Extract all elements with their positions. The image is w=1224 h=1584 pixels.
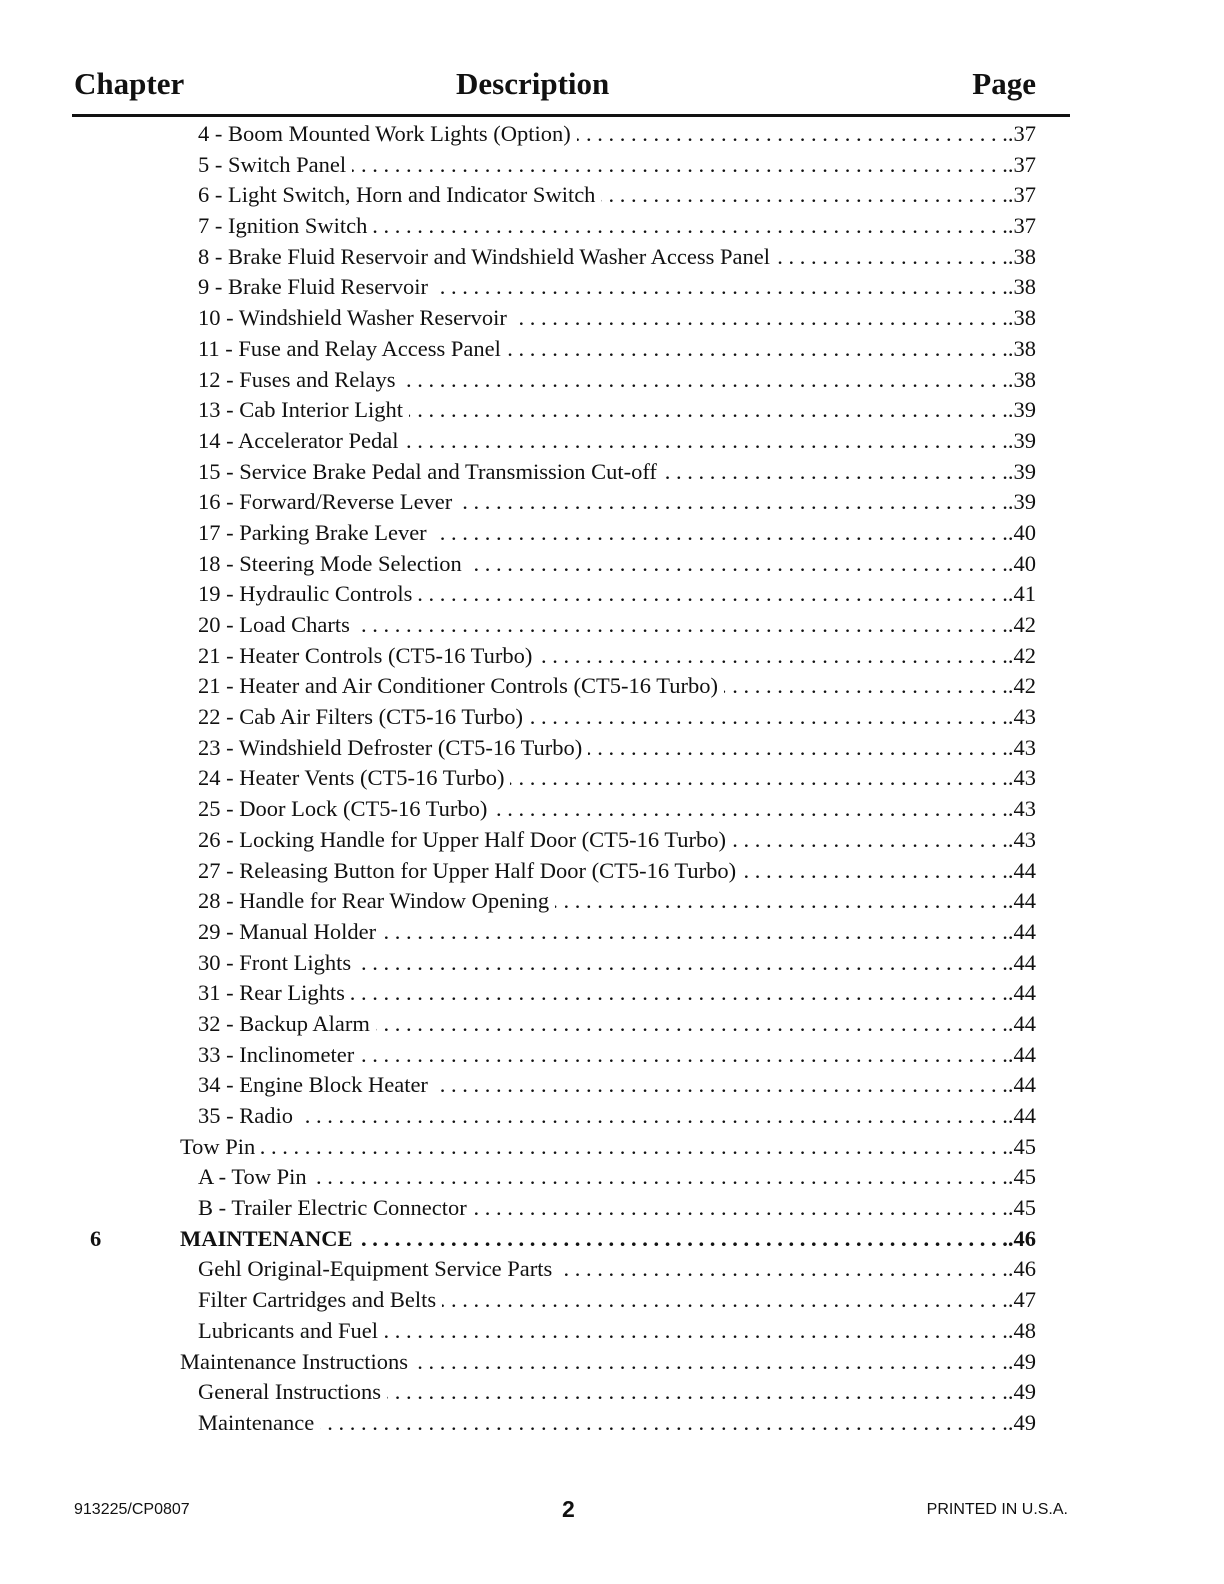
dot-leader [418, 579, 1008, 610]
toc-entry-page: .44 [1007, 1041, 1036, 1067]
toc-entry-title: 24 - Heater Vents (CT5-16 Turbo) [198, 765, 505, 791]
toc-entry [72, 1162, 1036, 1193]
toc-entry-page: .39 [1007, 397, 1036, 423]
toc-entry-title: 14 - Accelerator Pedal [198, 427, 399, 453]
toc-entry [72, 978, 1036, 1009]
toc-entry-title: 25 - Door Lock (CT5-16 Turbo) [198, 796, 488, 822]
toc-entry-title: 10 - Windshield Washer Reservoir [198, 305, 507, 331]
toc-entry-page: .49 [1007, 1379, 1036, 1405]
toc-entry [72, 1101, 1036, 1132]
toc-entry-line [198, 518, 1036, 549]
dot-leader [299, 1101, 1008, 1132]
toc-entry-page: .46 [1007, 1225, 1036, 1251]
toc-entry-title: Gehl Original-Equipment Service Parts [198, 1256, 553, 1282]
toc-entry-page: .43 [1007, 704, 1036, 730]
toc-entry [72, 1316, 1036, 1347]
toc-entry [72, 518, 1036, 549]
dot-leader [357, 948, 1008, 979]
toc-entry [72, 733, 1036, 764]
toc-entry-line [198, 1316, 1036, 1347]
toc-entry-page: .38 [1007, 366, 1036, 392]
toc-entry-line [198, 1193, 1036, 1224]
toc-entry-line [198, 1040, 1036, 1071]
toc-entry-title: 5 - Switch Panel [198, 151, 347, 177]
toc-entry-title: 33 - Inclinometer [198, 1041, 355, 1067]
dot-leader [384, 1316, 1008, 1347]
toc-entry-title: 8 - Brake Fluid Reservoir and Windshield Washer Access Panel [198, 243, 770, 269]
toc-entry-title: 6 - Light Switch, Horn and Indicator Switch [198, 182, 596, 208]
dot-leader [313, 1162, 1008, 1193]
toc-entry [72, 334, 1036, 365]
toc-entry-title: Lubricants and Fuel [198, 1317, 378, 1343]
toc-entry-line [198, 303, 1036, 334]
toc-entry-page: .44 [1007, 1103, 1036, 1128]
dot-leader [360, 1040, 1008, 1071]
toc-entry [72, 1285, 1036, 1316]
toc-entry-page: .37 [1007, 121, 1036, 146]
dot-leader [601, 180, 1007, 211]
toc-entry-line [198, 763, 1036, 794]
toc-entry-title: 4 - Boom Mounted Work Lights (Option) [198, 121, 571, 146]
toc-entry-page: .42 [1007, 673, 1036, 699]
toc-entry-page: .48 [1007, 1317, 1036, 1343]
toc-entry-title: 17 - Parking Brake Lever [198, 519, 427, 545]
printed-notice: PRINTED IN U.S.A. [926, 1501, 1068, 1518]
dot-leader [529, 702, 1008, 733]
toc-entry-title: General Instructions [198, 1379, 382, 1405]
page-number: 2 [562, 1496, 575, 1522]
toc-entry [72, 825, 1036, 856]
dot-leader [588, 733, 1008, 764]
toc-entry [72, 150, 1036, 181]
toc-entry-title: 27 - Releasing Button for Upper Half Door (CT5-16 Turbo) [198, 857, 737, 883]
toc-entry [72, 886, 1036, 917]
toc-entry [72, 1132, 1036, 1163]
toc-entry [72, 1347, 1036, 1378]
toc-entry [72, 365, 1036, 396]
dot-leader [776, 242, 1008, 273]
toc-entry [72, 671, 1036, 702]
dot-leader [359, 1224, 1008, 1255]
dot-leader [442, 1285, 1008, 1316]
toc-entry-page: .45 [1007, 1195, 1036, 1221]
toc-entry [72, 1377, 1036, 1408]
dot-leader [261, 1132, 1008, 1163]
toc-entry-line [198, 1009, 1036, 1040]
toc-entry-page: .42 [1007, 642, 1036, 668]
dot-leader [473, 1193, 1008, 1224]
toc-entry-line [198, 825, 1036, 856]
toc-entry [72, 763, 1036, 794]
dot-leader [724, 671, 1008, 702]
dot-leader [405, 426, 1008, 457]
toc-entry-title: 20 - Load Charts [198, 612, 350, 637]
toc-entry-page: .38 [1007, 305, 1036, 331]
dot-leader [558, 1254, 1008, 1285]
toc-entry-line [198, 180, 1036, 211]
toc-entry [72, 1193, 1036, 1224]
dot-leader [433, 518, 1008, 549]
dot-leader [510, 763, 1007, 794]
toc-entry-line [198, 1254, 1036, 1285]
toc-entry-line [198, 457, 1036, 488]
toc-entry-line [198, 978, 1036, 1009]
dot-leader [493, 794, 1008, 825]
toc-entry [72, 641, 1036, 672]
toc-entry [72, 242, 1036, 273]
dot-leader [742, 856, 1008, 887]
dot-leader [401, 365, 1007, 396]
toc-entry [72, 426, 1036, 457]
toc-entry-page: .38 [1007, 335, 1036, 361]
dot-leader [555, 886, 1008, 917]
toc-entry-page: .37 [1007, 151, 1036, 177]
dot-leader [663, 457, 1008, 488]
toc-entry-title: 21 - Heater and Air Conditioner Controls (CT5-16 Turbo) [198, 673, 718, 699]
toc-entry-page: .45 [1007, 1133, 1036, 1159]
toc-entry [72, 1040, 1036, 1071]
toc-entry-line [198, 1070, 1036, 1101]
toc-entry-line [198, 917, 1036, 948]
toc-entry-page: .40 [1007, 550, 1036, 576]
toc-entry [72, 1408, 1036, 1439]
dot-leader [434, 1070, 1008, 1101]
toc-entry-line [198, 365, 1036, 396]
dot-leader [414, 1347, 1008, 1378]
toc-entry-title: MAINTENANCE [180, 1225, 353, 1251]
toc-entry-line [198, 641, 1036, 672]
toc-entry [72, 1224, 1036, 1255]
dot-leader [352, 150, 1008, 181]
toc-entry-line [198, 395, 1036, 426]
toc-entry-line [198, 1285, 1036, 1316]
toc-entry-page: .44 [1007, 888, 1036, 914]
toc-entry-title: Tow Pin [180, 1133, 256, 1159]
toc-entry-title: 12 - Fuses and Relays [198, 366, 396, 392]
toc-entry-line [198, 671, 1036, 702]
toc-entry-line [198, 242, 1036, 273]
toc-entry-title: 34 - Engine Block Heater [198, 1072, 428, 1098]
toc-entry-title: 9 - Brake Fluid Reservoir [198, 274, 428, 300]
toc-entry-line [198, 579, 1036, 610]
toc-entry-page: .42 [1007, 612, 1036, 637]
chapter-column-heading: Chapter [74, 66, 185, 101]
toc-entry-page: .49 [1007, 1409, 1036, 1435]
dot-leader [376, 1009, 1008, 1040]
toc-entry-page: .37 [1007, 182, 1036, 208]
toc-entry-title: 21 - Heater Controls (CT5-16 Turbo) [198, 642, 533, 668]
toc-entry-line [198, 426, 1036, 457]
dot-leader [373, 211, 1008, 242]
toc-entry [72, 917, 1036, 948]
toc-entry-page: .38 [1007, 243, 1036, 269]
toc-entry-line [198, 1377, 1036, 1408]
toc-entry-page: .47 [1007, 1287, 1036, 1313]
toc-entry-page: .37 [1007, 213, 1036, 239]
toc-entry-title: 22 - Cab Air Filters (CT5-16 Turbo) [198, 704, 524, 730]
toc-entry-page: .45 [1007, 1164, 1036, 1190]
toc-entry-page: .49 [1007, 1348, 1036, 1374]
toc-entry-page: .44 [1007, 1072, 1036, 1098]
table-of-contents [72, 119, 1036, 1439]
toc-entry [72, 1070, 1036, 1101]
dot-leader [351, 978, 1008, 1009]
toc-entry [72, 303, 1036, 334]
toc-entry [72, 211, 1036, 242]
toc-entry [72, 487, 1036, 518]
toc-entry-title: 28 - Handle for Rear Window Opening [198, 888, 550, 914]
toc-entry-title: 26 - Locking Handle for Upper Half Door (CT5-16 Turbo) [198, 826, 727, 852]
toc-entry-line [198, 487, 1036, 518]
toc-entry-line [198, 610, 1036, 641]
toc-entry [72, 119, 1036, 150]
toc-entry-title: 18 - Steering Mode Selection [198, 550, 462, 576]
dot-leader [434, 272, 1008, 303]
toc-entry-title: 23 - Windshield Defroster (CT5-16 Turbo) [198, 734, 583, 760]
toc-entry-line [198, 1408, 1036, 1439]
toc-entry-line [180, 1347, 1036, 1378]
toc-entry-line [198, 733, 1036, 764]
toc-entry-line [198, 272, 1036, 303]
toc-entry [72, 610, 1036, 641]
toc-entry-page: .41 [1007, 581, 1036, 607]
toc-entry [72, 395, 1036, 426]
toc-entry-title: 11 - Fuse and Relay Access Panel [198, 335, 501, 361]
toc-entry-title: Filter Cartridges and Belts [198, 1287, 437, 1313]
toc-entry [72, 549, 1036, 580]
toc-entry-title: 35 - Radio [198, 1103, 293, 1128]
toc-entry-page: .39 [1007, 489, 1036, 515]
toc-entry-title: 13 - Cab Interior Light [198, 397, 403, 423]
toc-entry-title: 30 - Front Lights [198, 949, 352, 975]
toc-entry-page: .43 [1007, 796, 1036, 822]
toc-entry-page: .44 [1007, 918, 1036, 944]
toc-entry-page: .40 [1007, 519, 1036, 545]
toc-entry-page: .43 [1007, 765, 1036, 791]
toc-entry [72, 1009, 1036, 1040]
toc-entry-line [180, 1132, 1036, 1163]
toc-entry-title: 19 - Hydraulic Controls [198, 581, 413, 607]
toc-entry-line [198, 794, 1036, 825]
toc-entry-line [198, 1101, 1036, 1132]
dot-leader [468, 549, 1008, 580]
toc-entry [72, 457, 1036, 488]
toc-entry-title: 31 - Rear Lights [198, 980, 345, 1006]
toc-entry-page: .39 [1007, 458, 1036, 484]
toc-entry-page: .44 [1007, 1010, 1036, 1036]
toc-entry-page: .44 [1007, 949, 1036, 975]
toc-entry-title: B - Trailer Electric Connector [198, 1195, 467, 1221]
toc-entry-page: .39 [1007, 427, 1036, 453]
toc-entry-page: .43 [1007, 826, 1036, 852]
toc-entry [72, 948, 1036, 979]
toc-entry-title: A - Tow Pin [198, 1164, 307, 1190]
toc-entry-line [180, 1224, 1036, 1255]
toc-entry-title: 15 - Service Brake Pedal and Transmission Cut-off [198, 458, 657, 484]
toc-header [72, 62, 1070, 117]
toc-entry-title: 29 - Manual Holder [198, 918, 377, 944]
toc-entry [72, 794, 1036, 825]
toc-entry-line [198, 119, 1036, 150]
toc-entry-page: .38 [1007, 274, 1036, 300]
toc-entry-title: Maintenance [198, 1409, 315, 1435]
toc-entry-title: 16 - Forward/Reverse Lever [198, 489, 453, 515]
toc-entry-line [198, 702, 1036, 733]
toc-entry-page: .44 [1007, 857, 1036, 883]
toc-entry [72, 856, 1036, 887]
toc-entry-title: 7 - Ignition Switch [198, 213, 368, 239]
toc-entry-line [198, 948, 1036, 979]
toc-entry-line [198, 856, 1036, 887]
dot-leader [513, 303, 1008, 334]
toc-entry [72, 180, 1036, 211]
toc-entry [72, 1254, 1036, 1285]
toc-entry-title: Maintenance Instructions [180, 1348, 409, 1374]
toc-entry-line [198, 334, 1036, 365]
toc-entry-page: .46 [1007, 1256, 1036, 1282]
chapter-number: 6 [90, 1225, 102, 1251]
dot-leader [732, 825, 1008, 856]
dot-leader [320, 1408, 1008, 1439]
page-footer [72, 1496, 1070, 1526]
description-column-heading: Description [456, 66, 610, 101]
toc-entry-title: 32 - Backup Alarm [198, 1010, 370, 1036]
toc-entry-line [198, 150, 1036, 181]
page-column-heading: Page [972, 66, 1036, 101]
dot-leader [387, 1377, 1008, 1408]
toc-entry-page: .43 [1007, 734, 1036, 760]
dot-leader [538, 641, 1008, 672]
dot-leader [458, 487, 1008, 518]
dot-leader [409, 395, 1008, 426]
toc-entry-line [198, 1162, 1036, 1193]
dot-leader [356, 610, 1008, 641]
toc-entry [72, 702, 1036, 733]
dot-leader [382, 917, 1008, 948]
dot-leader [507, 334, 1008, 365]
toc-entry-line [198, 211, 1036, 242]
toc-entry [72, 272, 1036, 303]
toc-entry-line [198, 549, 1036, 580]
toc-entry [72, 579, 1036, 610]
document-number: 913225/CP0807 [74, 1501, 190, 1518]
toc-entry-line [198, 886, 1036, 917]
toc-entry-page: .44 [1007, 980, 1036, 1006]
dot-leader [577, 119, 1008, 150]
